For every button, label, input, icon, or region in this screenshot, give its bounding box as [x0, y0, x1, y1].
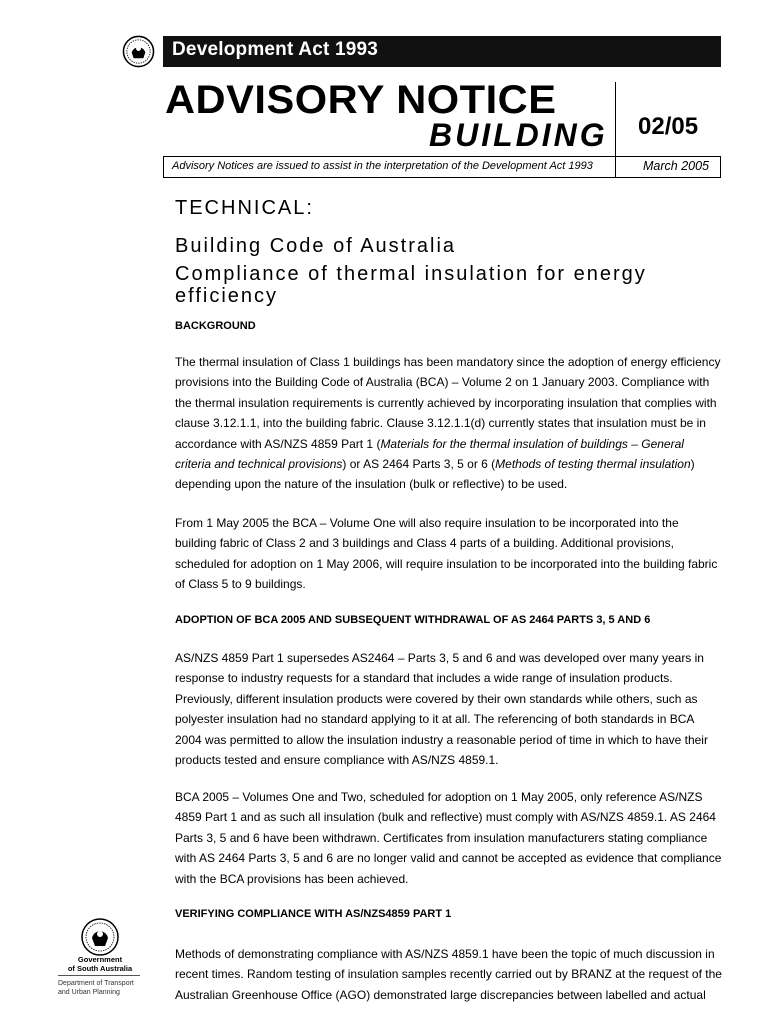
act-title: Development Act 1993: [172, 39, 379, 60]
technical-label: TECHNICAL:: [175, 197, 314, 219]
info-text: Advisory Notices are issued to assist in the interpretation of the Development Act 1993: [172, 160, 593, 172]
p1-text-c: ) depending upon the nature of the insulation (bulk or reflective) to be used.: [175, 457, 695, 492]
p1-italic-title-2: Methods of testing thermal insulation: [495, 457, 691, 472]
background-paragraph-2: From 1 May 2005 the BCA – Volume One will also require insulation to be incorporated into the building fabric of Class 2 and 3 buildings and Class 4 parts of a building. Additional provisions, scheduled for adoption on 1 May 2006, will require insulation to be incorporated into the building fabric of Class 5 to 9 buildings.: [175, 516, 718, 592]
dept-line-2: and Urban Planning: [58, 988, 120, 996]
department-name: [58, 980, 144, 997]
verifying-paragraph-1: Methods of demonstrating compliance with AS/NZS 4859.1 have been the topic of much discussion in recent times. Random testing of insulation samples recently carried out by BRANZ at the request of the Australian Greenhouse Office (AGO) demonstrated large discrepancies between labelled and actual: [175, 947, 722, 1002]
gov-line-1: Government: [77, 955, 123, 964]
advisory-notice-title: ADVISORY NOTICE: [165, 78, 557, 122]
verifying-heading: VERIFYING COMPLIANCE WITH AS/NZS4859 PART 1: [175, 908, 452, 920]
p1-text-b: ) or AS 2464 Parts 3, 5 or 6 (: [342, 457, 496, 472]
logo-divider: [58, 975, 140, 976]
adoption-heading: ADOPTION OF BCA 2005 AND SUBSEQUENT WITHDRAWAL OF AS 2464 PARTS 3, 5 AND 6: [175, 614, 651, 626]
document-title-line1: Building Code of Australia: [175, 235, 457, 257]
background-heading: BACKGROUND: [175, 320, 256, 332]
gov-line-2: of South Australia: [67, 963, 133, 973]
p1-text-a: The thermal insulation of Class 1 buildings has been mandatory since the adoption of energy efficiency provisions into the Building Code of Australia (BCA) – Volume 2 on 1 January 2003. Compliance with the thermal insulation requirements is currently achieved by incorporating insulation that complies with clause 3.12.1.1, into the building fabric. Clause 3.12.1.1(d) currently states that insulation must be in accordance with AS/NZS 4859 Part 1 (: [175, 355, 721, 451]
p1-italic-title-1: Materials for the thermal insulation of buildings – General criteria and technical provisions: [175, 436, 684, 472]
government-logo-text: [55, 956, 145, 973]
dept-line-1: Department of Transport: [58, 980, 134, 987]
building-label: BUILDING: [429, 117, 608, 153]
notice-number: 02/05: [638, 113, 699, 140]
adoption-paragraph-2: BCA 2005 – Volumes One and Two, scheduled for adoption on 1 May 2005, only reference AS/NZS 4859 Part 1 and as such all insulation (bulk and reflective) must comply with AS/NZS 4859.1. AS 2464 Parts 3, 5 and 6 have been withdrawn. Certificates from insulation manufacturers stating compliance with AS 2464 Parts 3, 5 and 6 are no longer valid and cannot be accepted as evidence that compliance with the BCA provisions has been achieved.: [175, 790, 722, 886]
government-crest-icon: [80, 917, 120, 957]
state-crest-icon: [122, 35, 155, 68]
document-title-line2: Compliance of thermal insulation for energy efficiency: [175, 263, 647, 307]
background-paragraph-1: [175, 352, 723, 495]
notice-date: March 2005: [643, 159, 710, 173]
adoption-paragraph-1: AS/NZS 4859 Part 1 supersedes AS2464 – Parts 3, 5 and 6 and was developed over many years in response to industry requests for a standard that includes a wide range of insulation products. Previously, different insulation products were covered by their own standards while others, such as polyester insulation had no standard applying to it at all. The referencing of both standards in BCA 2004 was permitted to allow the insulation industry a reasonable period of time in which to have their products tested and ensure compliance with AS/NZS 4859.1.: [175, 651, 708, 768]
